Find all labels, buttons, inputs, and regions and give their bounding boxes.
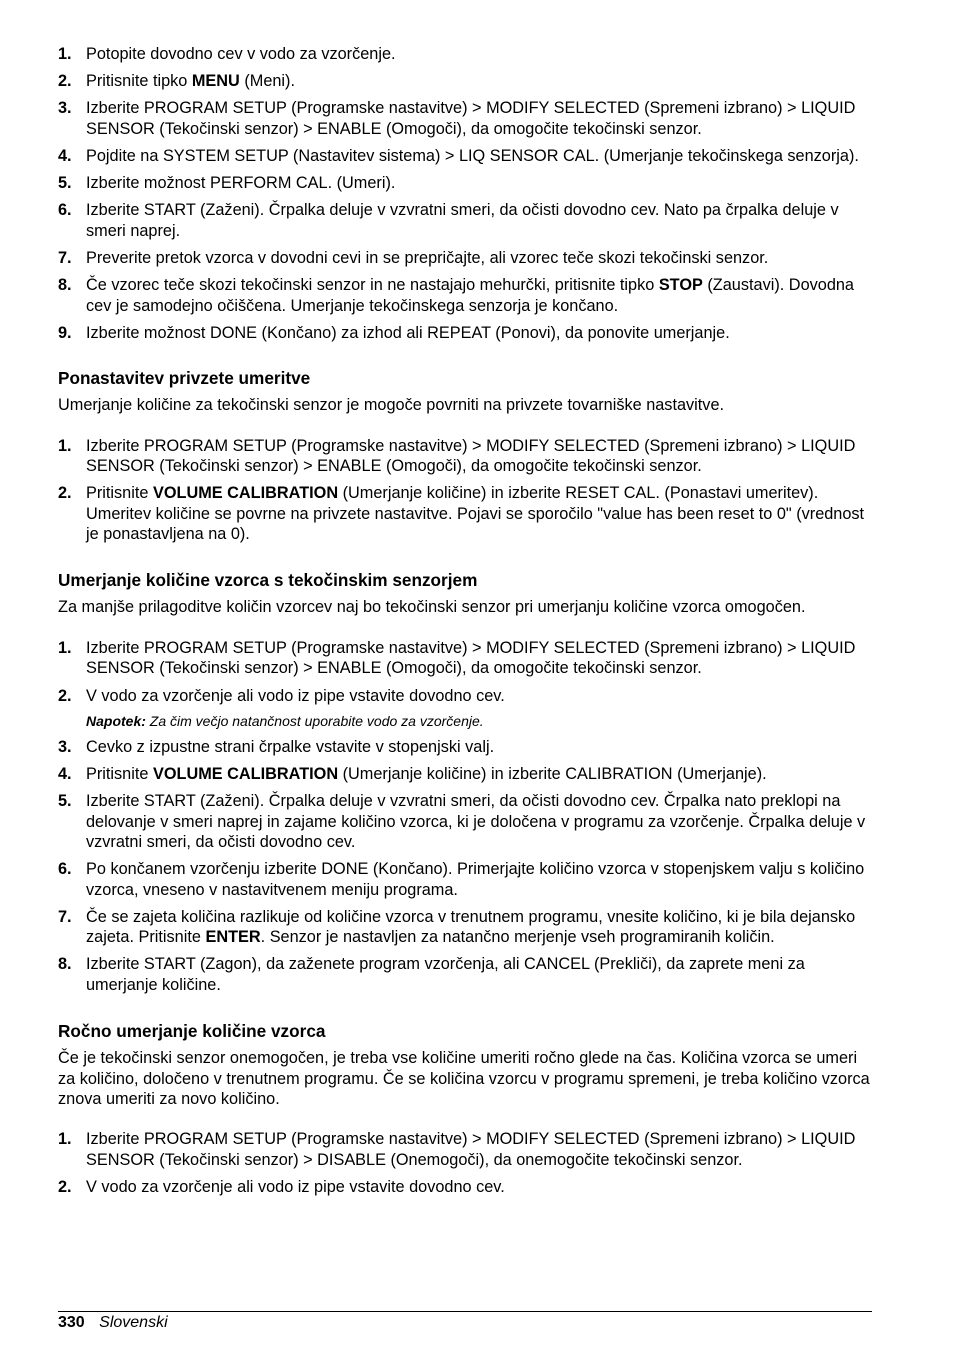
list-item [58,71,872,91]
list-item [58,323,872,343]
step-text: (Umerjanje količine) in izberite CALIBRATION (Umerjanje). [338,764,767,783]
step-text: Po končanem vzorčenju izberite DONE (Končano). Primerjajte količino vzorca v stopenjskem valju s količino vzorca, vneseno v nastavitvenem meniju programa. [86,860,865,899]
step-number: 1. [58,638,72,657]
step-number: 7. [58,249,72,268]
step-number: 8. [58,955,72,974]
step-text: Pritisnite [86,484,153,503]
step-number: 6. [58,860,72,879]
section-heading: Umerjanje količine vzorca s tekočinskim senzorjem [58,570,478,591]
step-number: 4. [58,147,72,166]
step-number: 7. [58,907,72,926]
step-text: Izberite PROGRAM SETUP (Programske nastavitve) > MODIFY SELECTED (Spremeni izbrano) > LIQUID SENSOR (Tekočinski senzor) > DISABLE (Onemogoči), da onemogočite tekočinski senzor. [86,1130,856,1169]
procedure-list [58,638,872,995]
step-text: Pojdite na SYSTEM SETUP (Nastavitev sistema) > LIQ SENSOR CAL. (Umerjanje tekočinskega senzorja). [86,147,859,166]
section-intro: Umerjanje količine za tekočinski senzor je mogoče povrniti na privzete tovarniške nastavitve. [58,396,725,415]
page-number: 330 [58,1314,85,1331]
step-number: 2. [58,484,72,503]
list-item [58,436,872,477]
list-item [58,686,872,706]
step-number: 9. [58,323,72,342]
list-item [58,859,872,900]
procedure-list [58,436,872,545]
key-label: VOLUME CALIBRATION [152,484,339,503]
step-text: Izberite START (Zaženi). Črpalka deluje v vzvratni smeri, da očisti dovodno cev. Nato pa črpalka deluje v smeri naprej. [86,201,839,240]
step-number: 3. [58,99,72,118]
list-item [58,146,872,166]
list-item [58,1129,872,1170]
section-reset-calibration [58,368,872,544]
key-label: VOLUME CALIBRATION [152,764,339,783]
note-label: Napotek: [86,712,146,729]
step-text: Izberite PROGRAM SETUP (Programske nastavitve) > MODIFY SELECTED (Spremeni izbrano) > LIQUID SENSOR (Tekočinski senzor) > ENABLE (Omogoči), da omogočite tekočinski senzor. [86,99,856,138]
step-number: 2. [58,1177,72,1196]
step-text: V vodo za vzorčenje ali vodo iz pipe vstavite dovodno cev. [86,1177,505,1196]
list-item [58,248,872,268]
footer-language: Slovenski [99,1314,168,1331]
section-heading: Ročno umerjanje količine vzorca [58,1021,326,1042]
procedure-list [58,1129,872,1197]
step-text: . Senzor je nastavljen za natančno merjenje vseh programiranih količin. [260,928,775,947]
step-text: (Meni). [239,72,295,91]
key-label: STOP [658,276,703,295]
step-number: 2. [58,72,72,91]
step-text: Izberite START (Zagon), da zaženete program vzorčenja, ali CANCEL (Prekliči), da zaprete meni za umerjanje količine. [86,955,805,994]
list-item [58,638,872,679]
step-text: (Zaustavi). Dovodna cev je samodejno očiščena. Umerjanje tekočinskega senzorja je končano. [86,276,854,315]
step-text: Če vzorec teče skozi tekočinski senzor in ne nastajajo mehurčki, pritisnite tipko [86,276,659,295]
step-number: 1. [58,1130,72,1149]
step-text: Izberite PROGRAM SETUP (Programske nastavitve) > MODIFY SELECTED (Spremeni izbrano) > LIQUID SENSOR (Tekočinski senzor) > ENABLE (Omogoči), da omogočite tekočinski senzor. [86,638,856,678]
section-heading: Ponastavitev privzete umeritve [58,368,311,389]
section-intro: Za manjše prilagoditve količin vzorcev naj bo tekočinski senzor pri umerjanju količine vzorca omogočen. [58,598,806,617]
step-text: Izberite možnost PERFORM CAL. (Umeri). [86,174,396,193]
list-item [58,483,872,544]
section-manual-calibration [58,1021,872,1197]
list-item [58,907,872,948]
step-number: 3. [58,737,72,756]
step-text: Cevko z izpustne strani črpalke vstavite v stopenjski valj. [86,737,495,756]
key-label: MENU [191,72,240,91]
note-text: Za čim večjo natančnost uporabite vodo za vzorčenje. [145,712,484,729]
step-text: Potopite dovodno cev v vodo za vzorčenje. [86,45,396,63]
step-text: Pritisnite tipko [86,72,192,91]
key-label: ENTER [205,928,261,947]
step-text: Preverite pretok vzorca v dovodni cevi in se prepričajte, ali vzorec teče skozi tekočinski senzor. [86,249,769,268]
step-number: 4. [58,764,72,783]
step-text: (Umerjanje količine) in izberite RESET CAL. (Ponastavi umeritev). Umeritev količine se povrne na privzete nastavitve. Pojavi se sporočilo "value has been reset to 0" (vrednost je ponastavljena na 0). [86,484,865,544]
list-item [58,275,872,316]
step-number: 5. [58,174,72,193]
step-number: 2. [58,686,72,705]
step-text: Pritisnite [86,764,153,783]
page-footer [58,1313,168,1333]
step-text: Izberite možnost DONE (Končano) za izhod ali REPEAT (Ponovi), da ponovite umerjanje. [86,323,730,342]
step-number: 5. [58,792,72,811]
section-intro: Če je tekočinski senzor onemogočen, je treba vse količine umeriti ročno glede na čas. Količina vzorca se umeri za količino, določeno v trenutnem programu. Če se količina vzorcu v programu spremeni, je treba količino vzorca znova umeriti za novo količino. [58,1049,870,1108]
step-number: 6. [58,201,72,220]
list-item [58,954,872,995]
step-number: 8. [58,276,72,295]
list-item [58,737,872,757]
procedure-list [58,44,872,343]
step-text: Izberite START (Zaženi). Črpalka deluje v vzvratni smeri, da očisti dovodno cev. Črpalka nato preklopi na delovanje v smeri naprej in zajame količino vzorca, ki je določena v programu za vzorčenje. Črpalka deluje v vzvratni smeri, da očisti dovodno cev. [86,792,866,851]
footer-divider [58,1311,872,1312]
document-page [58,44,872,1204]
step-note [58,712,872,730]
step-number: 1. [58,45,72,63]
step-text: V vodo za vzorčenje ali vodo iz pipe vstavite dovodno cev. [86,686,505,705]
list-item [58,173,872,193]
list-item [58,791,872,852]
step-number: 1. [58,436,72,455]
step-text: Izberite PROGRAM SETUP (Programske nastavitve) > MODIFY SELECTED (Spremeni izbrano) > LIQUID SENSOR (Tekočinski senzor) > ENABLE (Omogoči), da omogočite tekočinski senzor. [86,436,856,476]
section-volume-calibration [58,570,872,995]
step-text: Če se zajeta količina razlikuje od količine vzorca v trenutnem programu, vnesite količino, ki je bila dejansko zajeta. Pritisnite [86,907,856,947]
list-item [58,764,872,784]
list-item [58,1177,872,1197]
list-item [58,44,872,64]
list-item [58,200,872,241]
list-item [58,98,872,139]
